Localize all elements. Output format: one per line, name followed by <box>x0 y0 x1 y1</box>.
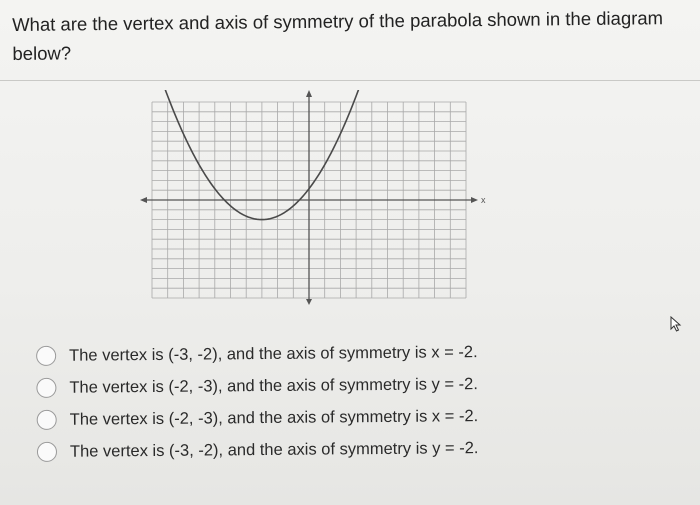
radio-button[interactable] <box>37 410 57 430</box>
question-text <box>12 3 673 68</box>
answer-option-label: The vertex is (-2, -3), and the axis of symmetry is y = -2. <box>69 374 478 397</box>
y-axis-bottom-arrow <box>306 299 312 305</box>
mouse-pointer-icon <box>668 316 684 334</box>
radio-button[interactable] <box>37 442 57 462</box>
divider <box>0 80 700 81</box>
answer-option-label: The vertex is (-3, -2), and the axis of symmetry is x = -2. <box>69 342 478 365</box>
x-axis-left-arrow <box>140 197 147 203</box>
radio-button[interactable] <box>36 346 56 366</box>
answer-option-1[interactable] <box>36 335 596 372</box>
answer-option-2[interactable] <box>36 367 596 404</box>
answer-option-4[interactable] <box>37 431 597 468</box>
question-line-1: What are the vertex and axis of symmetry of the parabola shown in the diagram <box>12 7 664 35</box>
y-axis-top-arrow <box>306 90 312 97</box>
x-axis-label: x <box>481 195 486 205</box>
answer-option-label: The vertex is (-2, -3), and the axis of symmetry is x = -2. <box>69 406 479 429</box>
radio-button[interactable] <box>36 378 56 398</box>
answer-options <box>36 335 597 468</box>
x-axis-right-arrow <box>471 197 478 203</box>
parabola-graph <box>138 90 498 305</box>
question-line-2: below? <box>12 42 72 64</box>
answer-option-label: The vertex is (-3, -2), and the axis of symmetry is y = -2. <box>69 438 479 461</box>
graph-canvas <box>138 90 498 305</box>
answer-option-3[interactable] <box>37 399 597 436</box>
